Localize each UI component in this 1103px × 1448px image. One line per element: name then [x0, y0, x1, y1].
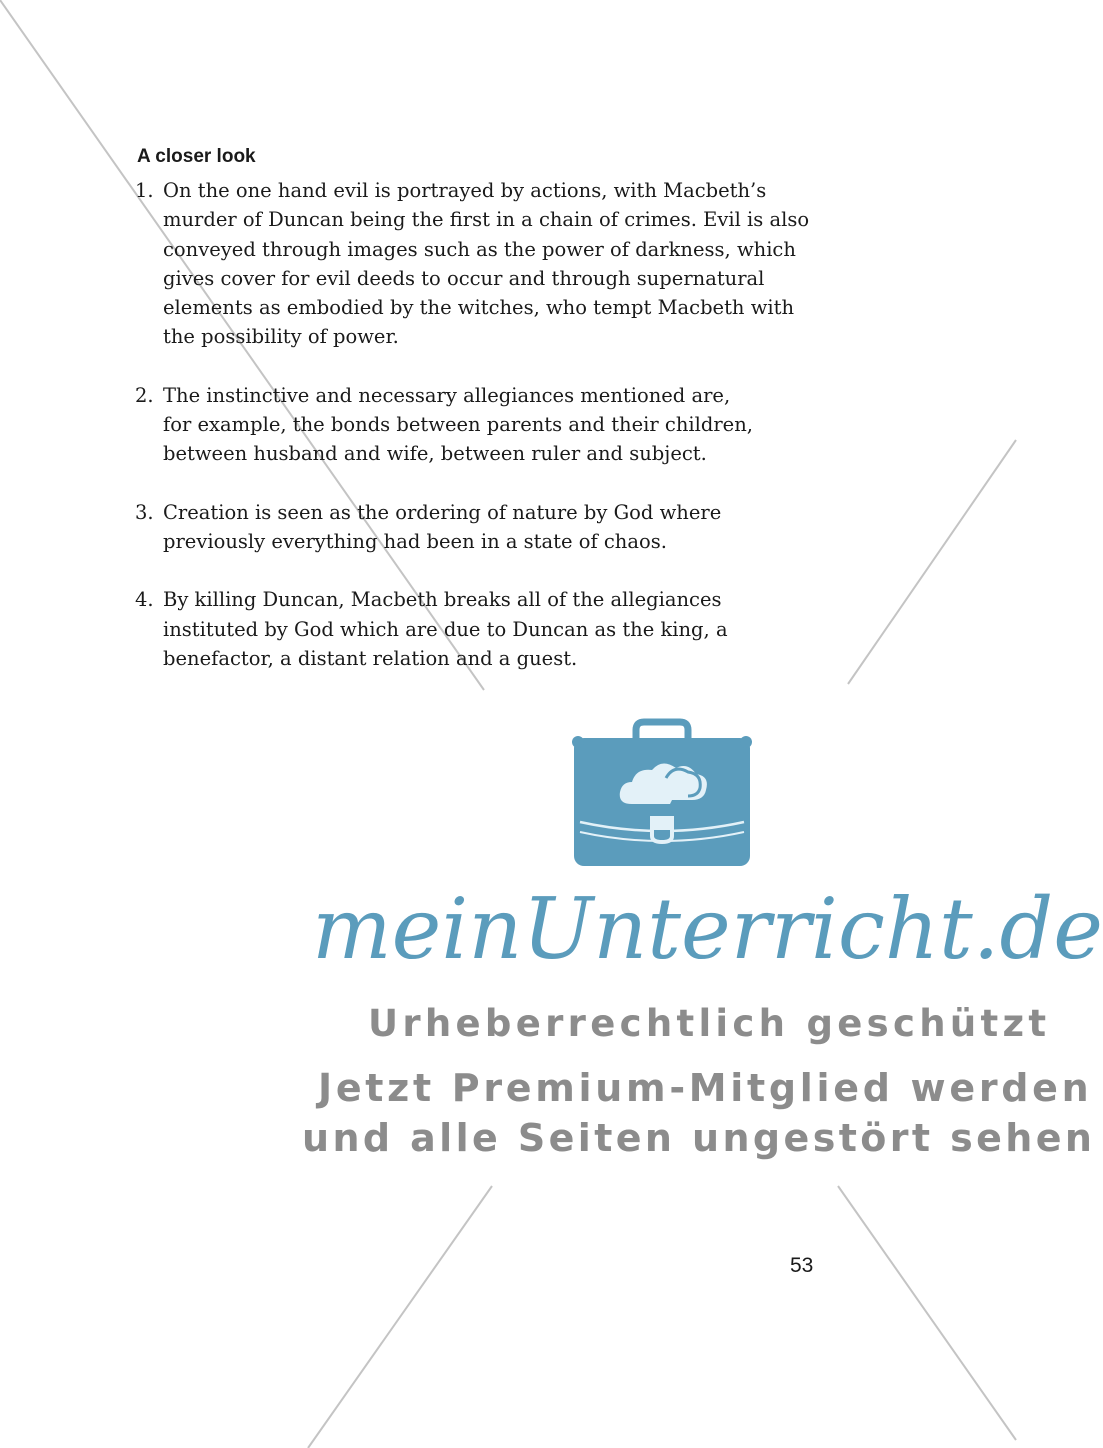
watermark-premium-line: Jetzt Premium-Mitglied werden — [318, 1066, 1093, 1110]
answer-text-line: The instinctive and necessary allegiances mentioned are, — [163, 383, 731, 407]
diagonal-line-bottom-right — [838, 1186, 1016, 1440]
answer-text-line: murder of Duncan being the first in a chain of crimes. Evil is also — [163, 208, 810, 232]
answer-number: 3. — [135, 500, 154, 524]
diagonal-line-top-right — [848, 440, 1016, 684]
bag-clasp-inner — [654, 830, 670, 840]
answer-item — [137, 381, 857, 469]
bag-handle — [636, 722, 688, 740]
bag-corner-right — [740, 736, 752, 748]
answer-text-line: the possibility of power. — [163, 325, 399, 349]
answer-item — [137, 176, 857, 352]
answer-number: 1. — [135, 179, 154, 202]
answer-list — [137, 176, 857, 673]
watermark-copyright-line: Urheberrechtlich geschützt — [368, 1002, 1051, 1045]
answer-text-line: previously everything had been in a state of chaos. — [163, 529, 667, 553]
watermark-view-line: und alle Seiten ungestört sehen — [302, 1116, 1096, 1160]
answer-text-line: gives cover for evil deeds to occur and through supernatural — [163, 266, 765, 290]
section-heading: A closer look — [137, 146, 256, 167]
answer-item — [137, 585, 857, 673]
answer-text-line: conveyed through images such as the power of darkness, which — [163, 237, 796, 261]
answer-text-line: between husband and wife, between ruler and subject. — [163, 442, 707, 466]
answer-number: 4. — [135, 588, 154, 612]
bag-corner-left — [572, 736, 584, 748]
answer-text-line: Creation is seen as the ordering of nature by God where — [163, 500, 722, 524]
diagonal-line-bottom-left — [308, 1186, 492, 1448]
page-number: 53 — [790, 1254, 814, 1277]
answer-text-line: elements as embodied by the witches, who tempt Macbeth with — [163, 296, 795, 320]
answer-text-line: By killing Duncan, Macbeth breaks all of the allegiances — [163, 588, 722, 612]
answer-text-line: instituted by God which are due to Duncan as the king, a — [163, 617, 728, 641]
school-bag-icon — [570, 718, 754, 870]
answer-text-line: On the one hand evil is portrayed by actions, with Macbeth’s — [163, 179, 767, 202]
answer-item — [137, 498, 857, 557]
answers-section — [137, 144, 857, 702]
brand-wordmark: meinUnterricht.de — [312, 880, 1103, 978]
answer-text-line: benefactor, a distant relation and a guest. — [163, 646, 578, 670]
answer-text-line: for example, the bonds between parents and their children, — [163, 413, 753, 437]
answer-number: 2. — [135, 383, 154, 407]
